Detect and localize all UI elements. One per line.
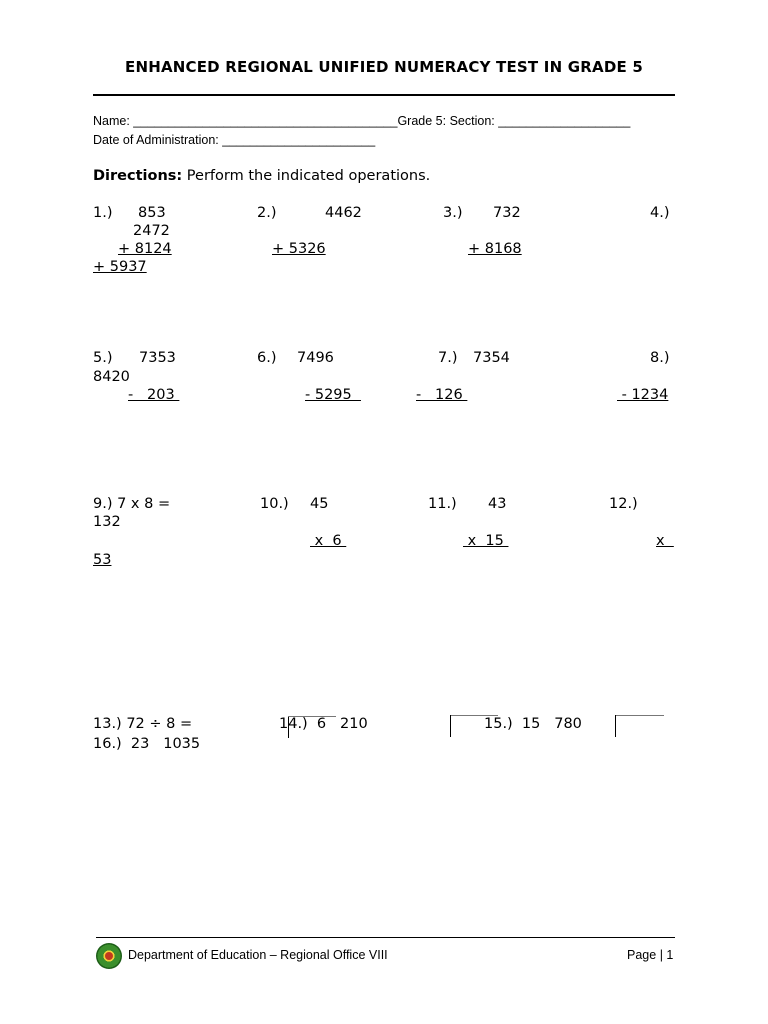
problem-6-label: 6.): [257, 350, 277, 366]
problem-1-top: 853: [138, 205, 166, 221]
problem-4-label: 4.): [650, 205, 670, 221]
directions-text: Perform the indicated operations.: [182, 168, 431, 184]
problem-3-top: 732: [493, 205, 521, 221]
date-of-administration-field[interactable]: Date of Administration: ______________________: [93, 133, 376, 147]
problem-4-top: 2472: [133, 223, 170, 239]
problem-9: 9.) 7 x 8 =: [93, 496, 171, 512]
directions-label: Directions:: [93, 168, 183, 184]
problem-2-label: 2.): [257, 205, 277, 221]
directions: [93, 168, 430, 184]
problem-5-bottom: - 203: [128, 387, 180, 403]
problem-12-bottom-operator: x: [656, 533, 674, 549]
problem-2-bottom: + 5326: [272, 241, 326, 257]
division-bracket-top: [615, 715, 664, 716]
footer-divider: [96, 937, 675, 938]
division-bracket-top: [288, 716, 336, 717]
problem-1-label: 1.): [93, 205, 113, 221]
page-number: [627, 948, 673, 962]
page-number-value: 1: [666, 948, 674, 962]
problem-11-top: 43: [488, 496, 507, 512]
problem-10-top: 45: [310, 496, 329, 512]
name-section-field[interactable]: Name: ______________________________________Grade 5: Section: ___________________: [93, 114, 631, 128]
division-bracket-side: [615, 715, 616, 737]
problem-2-top: 4462: [325, 205, 362, 221]
problem-6-top: 7496: [297, 350, 334, 366]
footer-org: Department of Education – Regional Office VIII: [128, 948, 388, 962]
problem-5-top: 7353: [139, 350, 176, 366]
page-separator: |: [659, 948, 663, 962]
problem-12-top: 132: [93, 514, 121, 530]
problem-16: 16.) 23 1035: [93, 736, 201, 752]
problem-3-label: 3.): [443, 205, 463, 221]
problem-8-bottom: - 1234: [617, 387, 669, 403]
problem-11-bottom: x 15: [463, 533, 509, 549]
problem-12-label: 12.): [609, 496, 638, 512]
problem-10-label: 10.): [260, 496, 289, 512]
problem-10-bottom: x 6: [310, 533, 347, 549]
division-bracket-side: [450, 715, 451, 737]
problem-3-bottom: + 8168: [468, 241, 522, 257]
problem-7-top: 7354: [473, 350, 510, 366]
problem-8-top: 8420: [93, 369, 130, 385]
page-label: Page: [627, 948, 657, 962]
problem-12-bottom: 53: [93, 552, 112, 568]
problem-4-bottom: + 5937: [93, 259, 147, 275]
page-title: ENHANCED REGIONAL UNIFIED NUMERACY TEST IN GRADE 5: [125, 58, 643, 76]
problem-7-label: 7.): [438, 350, 458, 366]
deped-seal-icon: [96, 943, 122, 969]
problem-6-bottom: - 5295: [305, 387, 361, 403]
title-divider: [93, 94, 675, 96]
problem-14: 14.) 6 210: [279, 716, 368, 732]
problem-5-label: 5.): [93, 350, 113, 366]
problem-11-label: 11.): [428, 496, 457, 512]
problem-8-label: 8.): [650, 350, 670, 366]
division-bracket-side: [288, 717, 289, 738]
problem-1-bottom: + 8124: [118, 241, 172, 257]
problem-7-bottom: - 126: [416, 387, 468, 403]
problem-15: 15.) 15 780: [484, 716, 582, 732]
problem-13: 13.) 72 ÷ 8 =: [93, 716, 193, 732]
